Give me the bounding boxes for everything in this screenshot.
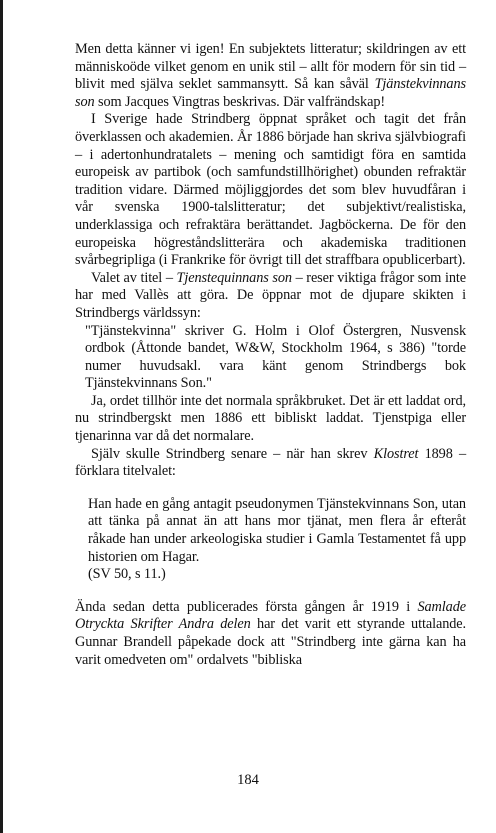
block-quote bbox=[75, 496, 466, 584]
block-quote-reference: (SV 50, s 11.) bbox=[88, 566, 166, 583]
paragraph-1 bbox=[75, 41, 466, 111]
italic-title: Klostret bbox=[373, 445, 419, 462]
text-run: Valet av titel – bbox=[91, 269, 177, 286]
text-run: Men detta känner vi igen! En subjektets litteratur; skildringen av ett människoöde vilket genom en unik stil – allt för modern för sin tid – blivit med själva seklet sammansytt. Så kan såväl bbox=[75, 41, 466, 93]
paragraph-2 bbox=[75, 111, 466, 269]
text-run: Själv skulle Strindberg senare – när han skrev bbox=[91, 445, 374, 462]
italic-title: Tjänstekvinnans son bbox=[75, 76, 466, 110]
text-run: Ända sedan detta publicerades första gången år 1919 i bbox=[75, 598, 418, 615]
text-run: I Sverige hade Strindberg öppnat språket och tagit det från överklassen och akademien. År 1886 började han skriva självbiografi – i adertonhundratalets – mening och samtidigt föra en samtida europeisk av partibok (och samfundstillhörighet) obunden refraktär tradition vidare. Därmed möjliggjordes det som blev huvudfåran i vår svenska 1900-talslitteratur; det subjektivt/realistiska, underklassiga och refraktära berättandet. Jagböckerna. De för den europeiska högreståndslitterära och akademiska traditionen svårbegripliga (i Frankrike för övrigt till det straffbara opublicerbart). bbox=[75, 111, 466, 269]
text-run: Ja, ordet tillhör inte det normala språkbruket. Det är ett laddat ord, nu strindbergskt men 1886 ett bibliskt laddat. Tjenstpiga eller tjenarinna var då det normalare. bbox=[75, 392, 466, 445]
text-run: har det varit ett styrande uttalande. Gunnar Brandell påpekade dock att "Strindberg inte gärna kan ha varit omedveten om" ordalvets "bibliska bbox=[75, 616, 467, 668]
paragraph-5 bbox=[75, 446, 466, 481]
page-edge bbox=[0, 0, 3, 833]
italic-title: Tjenstequinnans son bbox=[176, 269, 292, 286]
paragraph-3 bbox=[75, 270, 466, 323]
paragraph-6 bbox=[75, 599, 466, 669]
text-run: – reser viktiga frågor som inte har med Vallès att göra. De öppnar mot de djupare skikten i Strindbergs världssyn: bbox=[75, 269, 467, 321]
paragraph-4 bbox=[75, 393, 466, 446]
block-quote-text: Han hade en gång antagit pseudonymen Tjänstekvinnans Son, utan att tänka på annat än att hans mor tjänat, men flera år efteråt råkade han under arkeologiska studier i Gamla Testamentet få upp historien om Hagar. bbox=[88, 495, 466, 565]
body-text bbox=[75, 41, 466, 669]
dictionary-quote: "Tjänstekvinna" skriver G. Holm i Olof Östergren, Nusvensk ordbok (Åttonde bandet, W&W, Stockholm 1964, s 386) "torde numer huvudsakl. vara känt genom Strindbergs bok Tjänstekvinnans Son." bbox=[85, 322, 466, 392]
text-run: 1898 – förklara titelvalet: bbox=[75, 445, 466, 480]
text-run: som Jacques Vingtras beskrivas. Där valfrändskap! bbox=[94, 93, 386, 110]
page-number: 184 bbox=[237, 772, 259, 788]
italic-title: Samlade Otryckta Skrifter Andra delen bbox=[75, 598, 466, 633]
